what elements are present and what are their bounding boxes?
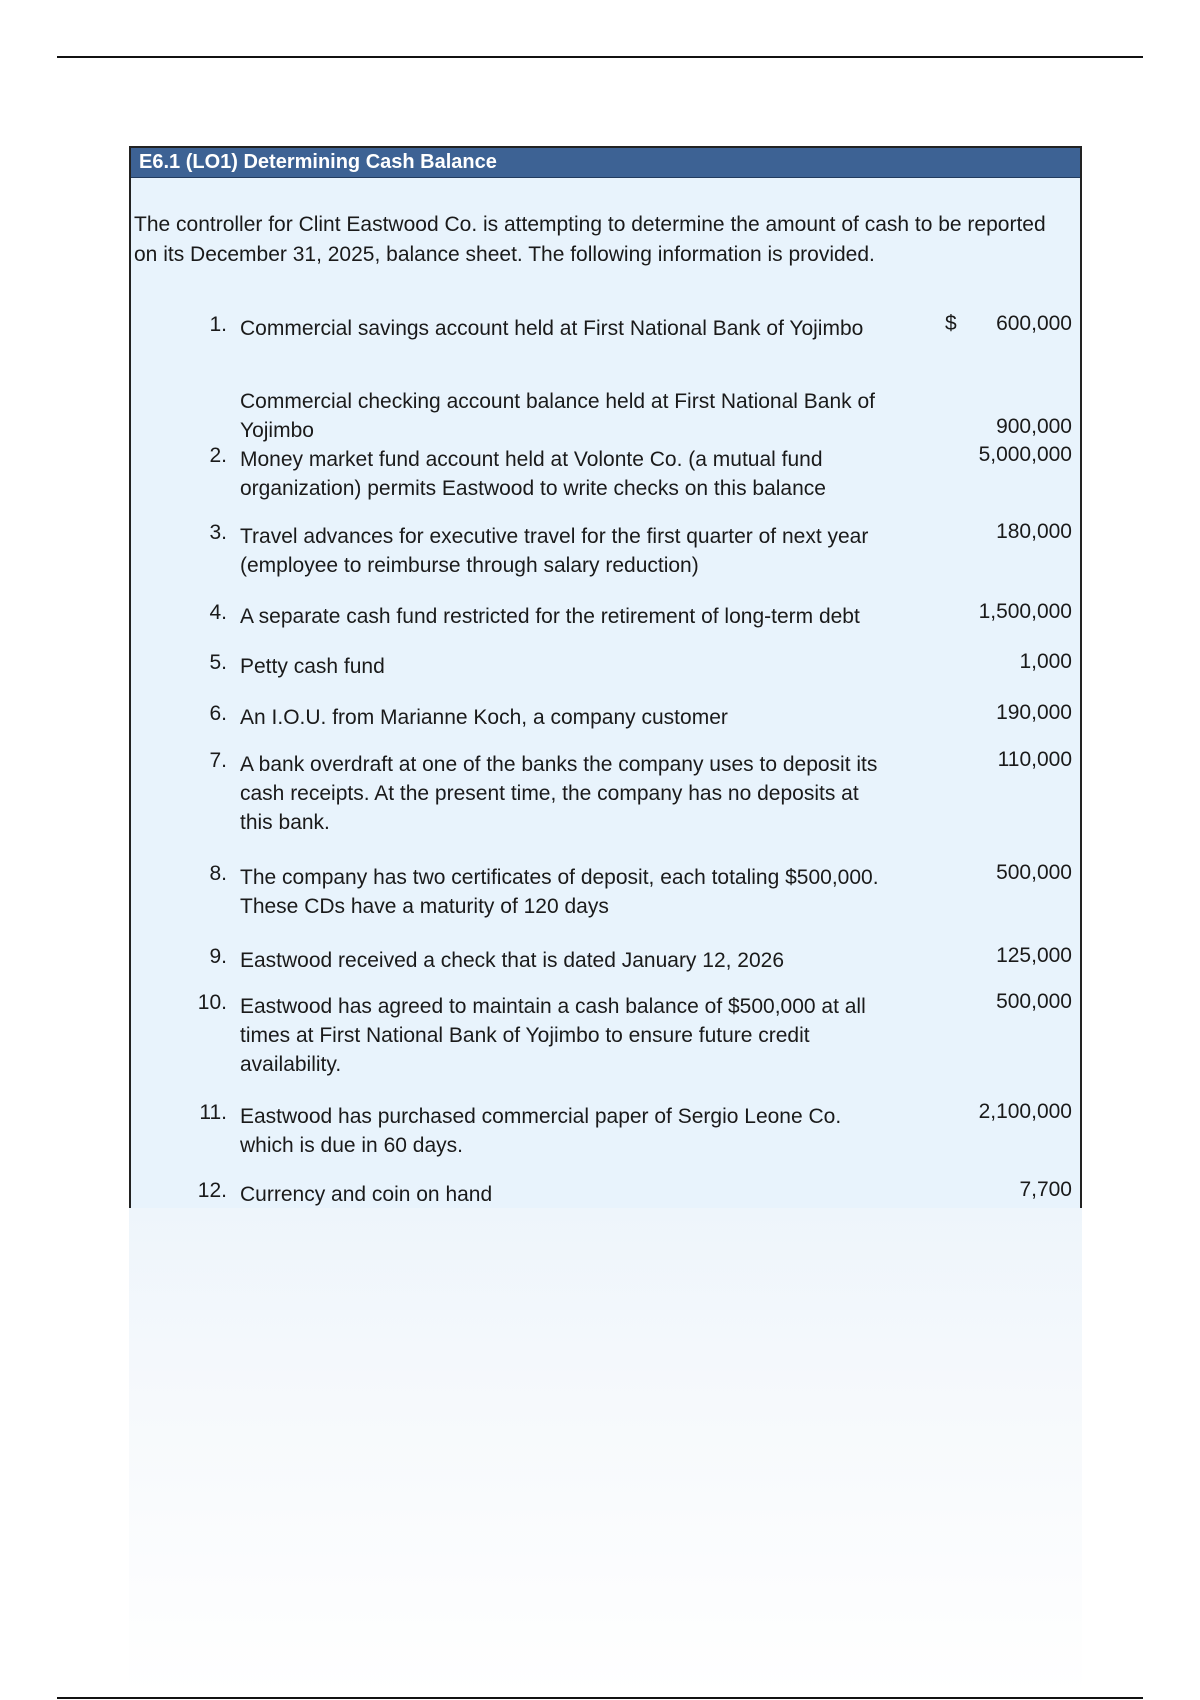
item-number: 5. [209,651,227,674]
item-number: 10. [197,991,227,1014]
item-number: 12. [197,1179,227,1202]
item-description: Eastwood has purchased commercial paper of Sergio Leone Co. which is due in 60 days. [240,1105,842,1157]
item-amount: 500,000 [996,861,1072,884]
item-description: Petty cash fund [240,655,385,678]
item-description: Eastwood received a check that is dated January 12, 2026 [240,949,785,972]
item-description: Currency and coin on hand [240,1183,493,1206]
item-number: 6. [209,702,227,725]
item-amount: 5,000,000 [978,443,1072,466]
item-number: 11. [199,1101,227,1124]
item-number: 7. [209,749,227,772]
bottom-rule [57,1697,1143,1699]
top-rule [57,56,1143,58]
item-description: Eastwood has agreed to maintain a cash balance of $500,000 at all times at First National Bank of Yojimbo to ensure future credit availability. [240,995,866,1076]
item-description: A separate cash fund restricted for the retirement of long-term debt [240,605,860,628]
item-description: Commercial checking account balance held at First National Bank of Yojimbo [240,390,875,442]
item-description: Travel advances for executive travel for the first quarter of next year (employee to reimburse through salary reduction) [240,525,869,577]
item-amount: 500,000 [996,990,1072,1013]
item-number: 1. [209,313,227,336]
sheet-fade-background [129,1208,1082,1697]
item-description: Money market fund account held at Volonte Co. (a mutual fund organization) permits Eastwood to write checks on this balance [240,448,826,500]
item-amount: 7,700 [1019,1178,1072,1201]
exercise-title: E6.1 (LO1) Determining Cash Balance [131,148,1080,178]
item-amount: 110,000 [997,748,1072,771]
exercise-sheet [129,146,1082,1210]
item-description: The company has two certificates of deposit, each totaling $500,000. These CDs have a maturity of 120 days [240,866,879,918]
item-description: Commercial savings account held at First National Bank of Yojimbo [240,317,864,340]
item-number: 8. [209,862,227,885]
item-amount: 190,000 [996,701,1072,724]
item-number: 3. [209,521,227,544]
item-amount: 2,100,000 [978,1100,1072,1123]
item-number: 2. [209,444,227,467]
item-description: A bank overdraft at one of the banks the company uses to deposit its cash receipts. At the present time, the company has no deposits at this bank. [240,753,878,834]
currency-symbol: $ [945,312,957,335]
item-amount: 1,500,000 [978,600,1072,623]
intro-paragraph: The controller for Clint Eastwood Co. is attempting to determine the amount of cash to be reported on its December 31, 2025, balance sheet. The following information is provided. [134,213,1046,266]
item-number: 9. [209,945,227,968]
item-description: An I.O.U. from Marianne Koch, a company customer [240,706,728,729]
item-amount: 900,000 [996,415,1072,438]
item-amount: 600,000 [996,312,1072,335]
item-amount: 125,000 [996,944,1072,967]
item-amount: 1,000 [1019,650,1072,673]
item-amount: 180,000 [996,520,1072,543]
item-number: 4. [209,601,227,624]
